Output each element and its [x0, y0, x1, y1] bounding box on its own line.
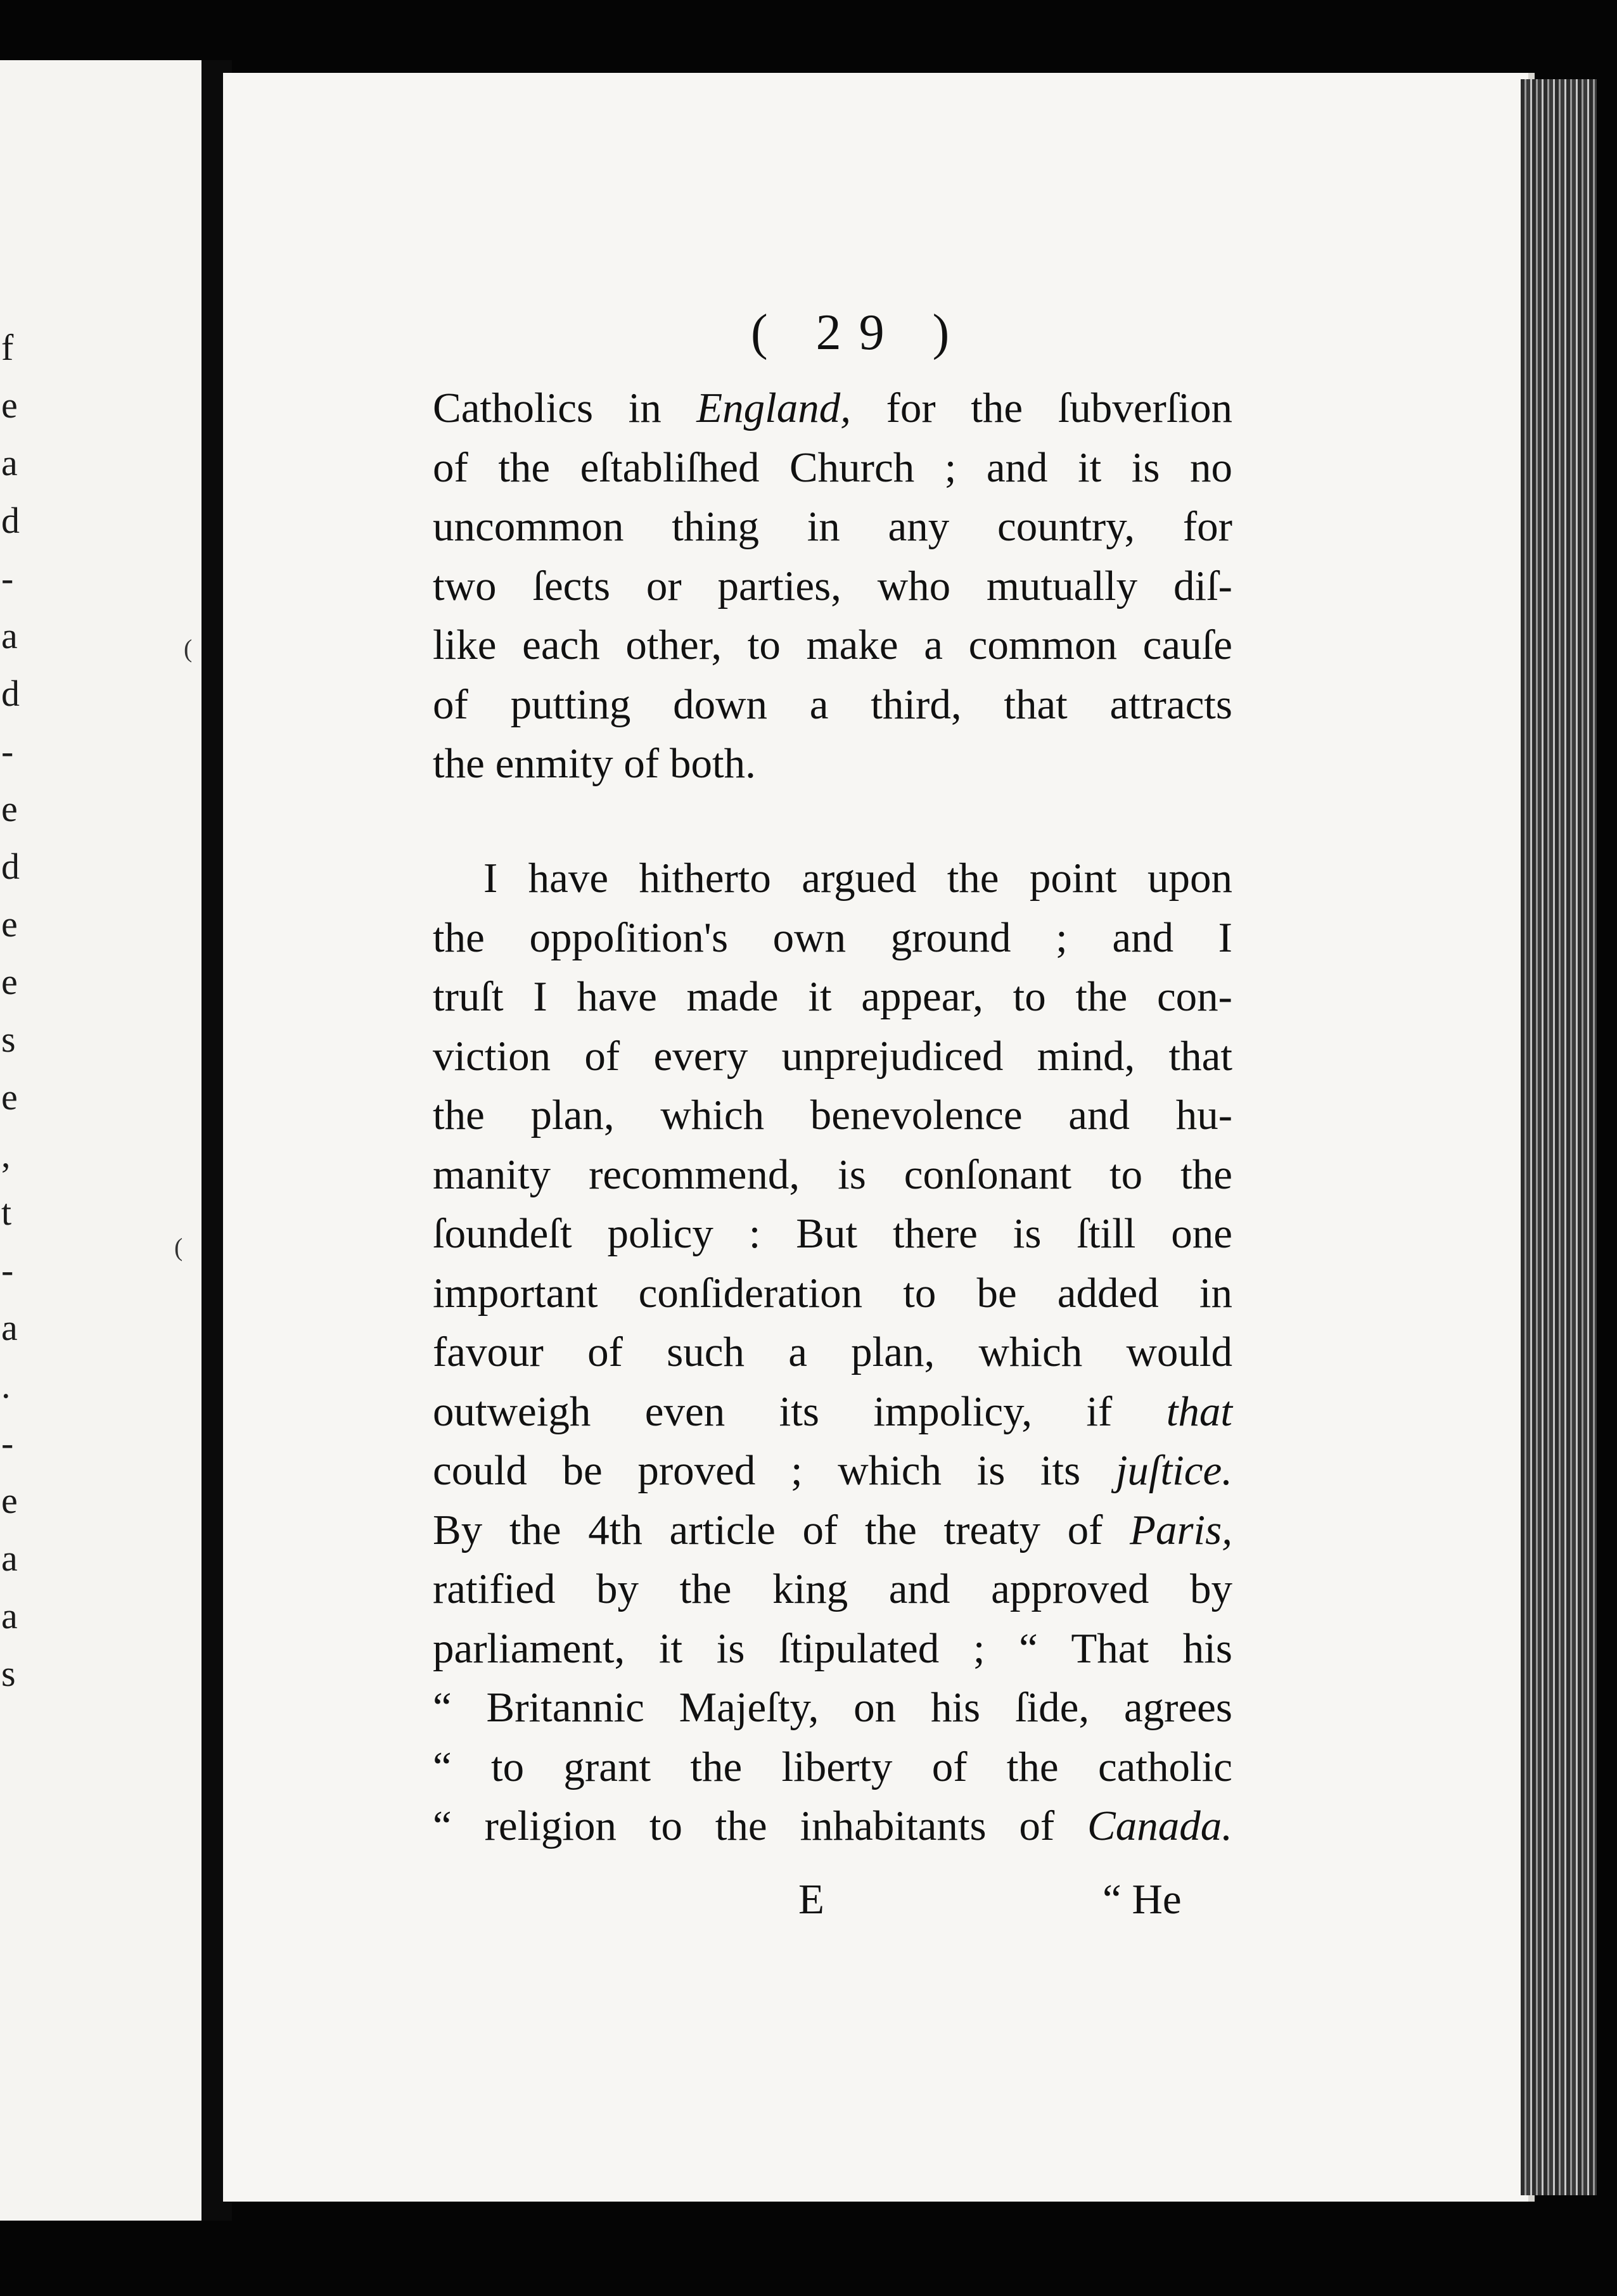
text-line — [433, 1382, 1232, 1442]
edge-letter: t — [1, 1192, 12, 1233]
ink-mark: ( — [184, 634, 193, 663]
edge-letter: - — [1, 730, 14, 772]
text-run: of putting down a third, that attracts — [433, 680, 1232, 728]
text-line — [433, 734, 1232, 794]
text-run: juſtice. — [1115, 1447, 1232, 1494]
edge-letter: e — [1, 1480, 18, 1521]
text-run: parliament, it is ſtipulated ; “ That his — [433, 1624, 1232, 1672]
text-run: Canada. — [1087, 1802, 1232, 1849]
paragraph-1 — [433, 379, 1232, 794]
text-line — [433, 1264, 1232, 1323]
text-line — [433, 1086, 1232, 1145]
edge-letter: . — [1, 1365, 11, 1406]
facing-page-edge-text — [0, 60, 25, 2221]
text-line — [433, 616, 1232, 675]
text-run: the oppoſition's own ground ; and I — [433, 914, 1232, 961]
text-line — [433, 1560, 1232, 1619]
text-run: truſt I have made it appear, to the con- — [433, 973, 1232, 1020]
text-line — [433, 1797, 1232, 1856]
ink-mark: ( — [174, 1233, 183, 1261]
text-run: viction of every unprejudiced mind, that — [433, 1032, 1232, 1080]
edge-letter: e — [1, 1076, 18, 1118]
text-line — [433, 1323, 1232, 1382]
edge-letter: a — [1, 1595, 18, 1636]
edge-letter: d — [1, 673, 20, 714]
text-run: that — [1166, 1387, 1232, 1435]
text-run: outweigh even its impolicy, if — [433, 1387, 1166, 1435]
text-line — [433, 1738, 1232, 1797]
text-run: Catholics in — [433, 385, 697, 431]
text-run: two ſects or parties, who mutually diſ- — [433, 562, 1232, 609]
text-line — [433, 1145, 1232, 1205]
edge-letter: , — [1, 1134, 11, 1175]
edge-letter: e — [1, 788, 18, 829]
text-run: “ religion to the inhabitants of — [433, 1802, 1088, 1849]
text-line — [433, 497, 1232, 557]
text-line — [433, 438, 1232, 498]
text-line — [433, 1619, 1232, 1679]
signature-mark: E — [798, 1876, 824, 1923]
edge-letter: s — [1, 1019, 16, 1060]
edge-letter: d — [1, 846, 20, 887]
text-line — [433, 1678, 1232, 1738]
text-run: manity recommend, is conſonant to the — [433, 1151, 1232, 1198]
edge-letter: - — [1, 558, 14, 599]
text-run: favour of such a plan, which would — [433, 1329, 1232, 1375]
text-line — [433, 909, 1232, 968]
text-run: the plan, which benevolence and hu- — [433, 1092, 1232, 1138]
text-run: By the 4th article of the treaty of — [433, 1506, 1130, 1553]
text-line — [433, 1204, 1232, 1264]
edge-letter: a — [1, 1307, 18, 1348]
edge-letter: d — [1, 500, 20, 541]
edge-letter: e — [1, 961, 18, 1002]
edge-letter: f — [1, 327, 14, 368]
edge-letter: e — [1, 903, 18, 945]
page-edges — [1521, 79, 1597, 2195]
text-run: uncommon thing in any country, for — [433, 503, 1232, 550]
text-line — [433, 675, 1232, 735]
text-line — [433, 849, 1232, 909]
text-run: like each other, to make a common cauſe — [433, 622, 1232, 668]
edge-letter: s — [1, 1653, 16, 1694]
edge-letter: a — [1, 442, 18, 483]
page-number: ( 29 ) — [751, 305, 968, 360]
facing-page — [0, 60, 201, 2221]
text-run: important conſideration to be added in — [433, 1269, 1232, 1317]
paragraph-2 — [433, 849, 1232, 1856]
text-line — [433, 1027, 1232, 1087]
edge-letter: e — [1, 385, 18, 426]
edge-letter: a — [1, 1538, 18, 1579]
text-run: “ Britannic Majeſty, on his ſide, agrees — [433, 1684, 1232, 1731]
edge-letter: - — [1, 1249, 14, 1291]
text-run: “ to grant the liberty of the catholic — [433, 1743, 1232, 1790]
text-run: Paris, — [1130, 1506, 1232, 1553]
text-line — [433, 557, 1232, 616]
text-line — [433, 967, 1232, 1027]
text-run: ſoundeſt policy : But there is ſtill one — [433, 1210, 1232, 1257]
text-run: of the eſtabliſhed Church ; and it is no — [433, 443, 1232, 491]
text-line — [433, 379, 1232, 438]
edge-letter: - — [1, 1422, 14, 1464]
text-line — [433, 1441, 1232, 1501]
text-run: England, — [696, 385, 852, 431]
edge-letter: a — [1, 615, 18, 656]
text-run: ratified by the king and approved by — [433, 1566, 1232, 1612]
text-line — [433, 1501, 1232, 1560]
text-run: the enmity of both. — [433, 740, 756, 787]
catchword: “ He — [1102, 1876, 1182, 1923]
text-run: could be proved ; which is its — [433, 1447, 1116, 1494]
text-run: I have hitherto argued the point upon — [483, 855, 1232, 902]
text-run: for the ſubverſion — [851, 385, 1232, 431]
